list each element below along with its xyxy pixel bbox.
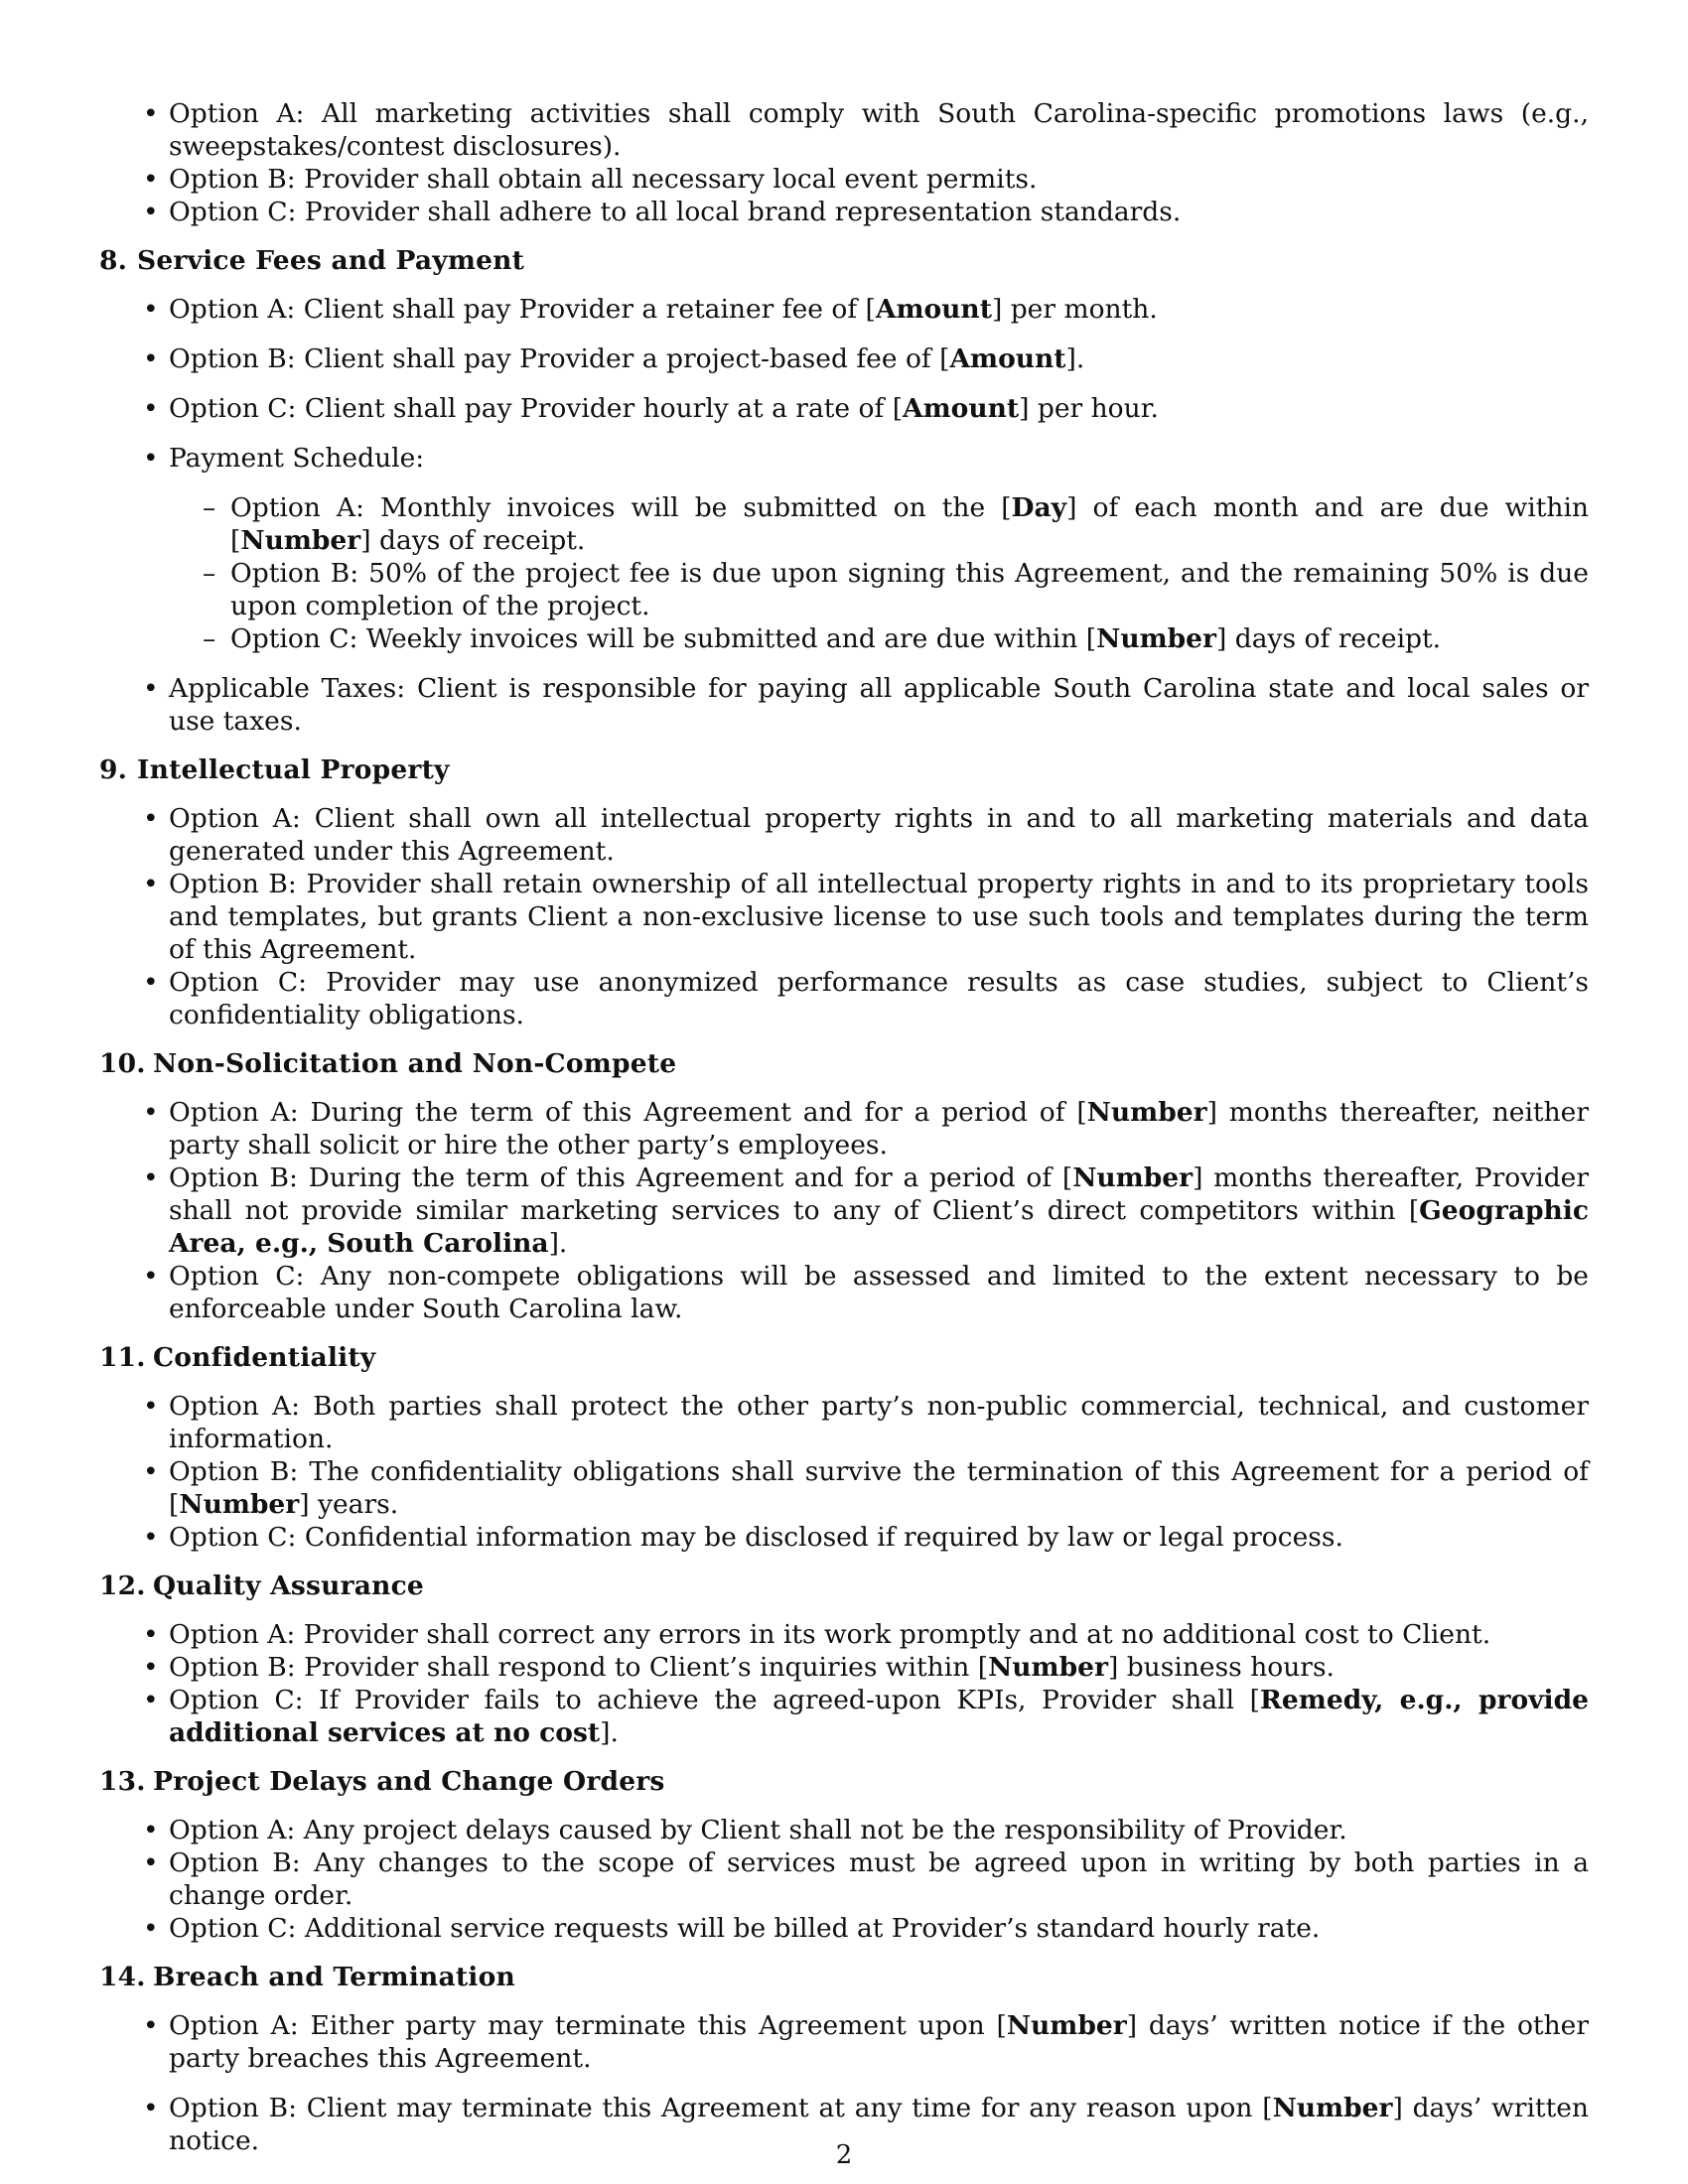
section-14-list [99, 2009, 1589, 2157]
list-item: • Option A: Both parties shall protect the other party’s non-public commercial, technical, and customer information. [169, 1390, 1589, 1455]
list-item: • Applicable Taxes: Client is responsible for paying all applicable South Carolina state and local sales or use taxes. [169, 672, 1589, 738]
list-item: • Option C: Client shall pay Provider hourly at a rate of [Amount] per hour. [169, 392, 1589, 425]
list-item: • Option A: Either party may terminate this Agreement upon [Number] days’ written notice if the other party breaches this Agreement. [169, 2009, 1589, 2075]
section-10-heading: 10. Non-Solicitation and Non-Compete [99, 1048, 677, 1079]
section-9-list [99, 802, 1589, 1031]
list-item: – Option A: Monthly invoices will be submitted on the [Day] of each month and are due within [Number] days of receipt. [230, 491, 1589, 557]
list-item: • Option C: Any non-compete obligations will be assessed and limited to the extent necessary to be enforceable under South Carolina law. [169, 1260, 1589, 1325]
list-item: • Option C: Provider may use anonymized performance results as case studies, subject to Client’s confidentiality obligations. [169, 966, 1589, 1031]
section-13-heading: 13. Project Delays and Change Orders [99, 1766, 665, 1797]
section-12-heading: 12. Quality Assurance [99, 1570, 424, 1601]
list-item: • Option A: Provider shall correct any errors in its work promptly and at no additional cost to Client. [169, 1618, 1589, 1651]
section-14-heading: 14. Breach and Termination [99, 1962, 515, 1992]
section-13-list [99, 1814, 1589, 1945]
section-12-list [99, 1618, 1589, 1749]
list-item: • Option B: Client shall pay Provider a project-based fee of [Amount]. [169, 342, 1589, 375]
section-11-list [99, 1390, 1589, 1554]
list-item: • Option B: Client may terminate this Agreement at any time for any reason upon [Number] days’ written notice. [169, 2092, 1589, 2157]
section-8-list [99, 293, 1589, 738]
list-item: • Option A: All marketing activities shall comply with South Carolina-specific promotions laws (e.g., sweepstakes/contest disclosures). [169, 97, 1589, 163]
list-item: • Option B: Any changes to the scope of services must be agreed upon in writing by both parties in a change order. [169, 1846, 1589, 1912]
list-item: • Option C: Additional service requests will be billed at Provider’s standard hourly rate. [169, 1912, 1589, 1945]
list-item: • Option A: Client shall own all intellectual property rights in and to all marketing materials and data generated under this Agreement. [169, 802, 1589, 868]
list-item: • Option A: During the term of this Agreement and for a period of [Number] months thereafter, neither party shall solicit or hire the other party’s employees. [169, 1096, 1589, 1161]
payment-schedule-list [169, 491, 1589, 655]
list-item: • Option C: Confidential information may be disclosed if required by law or legal process. [169, 1521, 1589, 1554]
payment-schedule-item: • Payment Schedule: – Option A: Monthly invoices will be submitted on the [Day] of each month and are due within [Number] days of receipt. – Option B: 50% of the project fee is due upon signing this Agreement, and the remaining 50% is due upon completion of the project. – Option C: Weekly invoices will be submitted and are due within [Number] days of receipt. [169, 442, 1589, 655]
list-item: – Option B: 50% of the project fee is due upon signing this Agreement, and the remaining 50% is due upon completion of the project. [230, 557, 1589, 622]
list-item: • Option B: Provider shall respond to Client’s inquiries within [Number] business hours. [169, 1651, 1589, 1684]
list-item: • Option B: During the term of this Agreement and for a period of [Number] months thereafter, Provider shall not provide similar marketing services to any of Client’s direct competitors within [Geographic Area, e.g., South Carolina]. [169, 1161, 1589, 1260]
section-11-heading: 11. Confidentiality [99, 1342, 376, 1373]
list-item: – Option C: Weekly invoices will be submitted and are due within [Number] days of receipt. [230, 622, 1589, 655]
list-item: • Option B: The confidentiality obligations shall survive the termination of this Agreement for a period of [Number] years. [169, 1455, 1589, 1521]
document-page [99, 97, 1589, 2157]
list-item: • Option C: Provider shall adhere to all local brand representation standards. [169, 196, 1589, 228]
list-item: • Option A: Client shall pay Provider a retainer fee of [Amount] per month. [169, 293, 1589, 326]
list-item: • Option C: If Provider fails to achieve the agreed-upon KPIs, Provider shall [Remedy, e.g., provide additional services at no cost]. [169, 1684, 1589, 1749]
section-8-heading: 8. Service Fees and Payment [99, 245, 525, 276]
list-item: • Option B: Provider shall retain ownership of all intellectual property rights in and to its proprietary tools and templates, but grants Client a non-exclusive license to use such tools and templates during the term of this Agreement. [169, 868, 1589, 966]
list-item: • Option A: Any project delays caused by Client shall not be the responsibility of Provider. [169, 1814, 1589, 1846]
section-9-heading: 9. Intellectual Property [99, 754, 450, 785]
page-number: 2 [835, 2140, 853, 2170]
list-item: • Option B: Provider shall obtain all necessary local event permits. [169, 163, 1589, 196]
section-10-list [99, 1096, 1589, 1325]
promotions-options-list [99, 97, 1589, 228]
